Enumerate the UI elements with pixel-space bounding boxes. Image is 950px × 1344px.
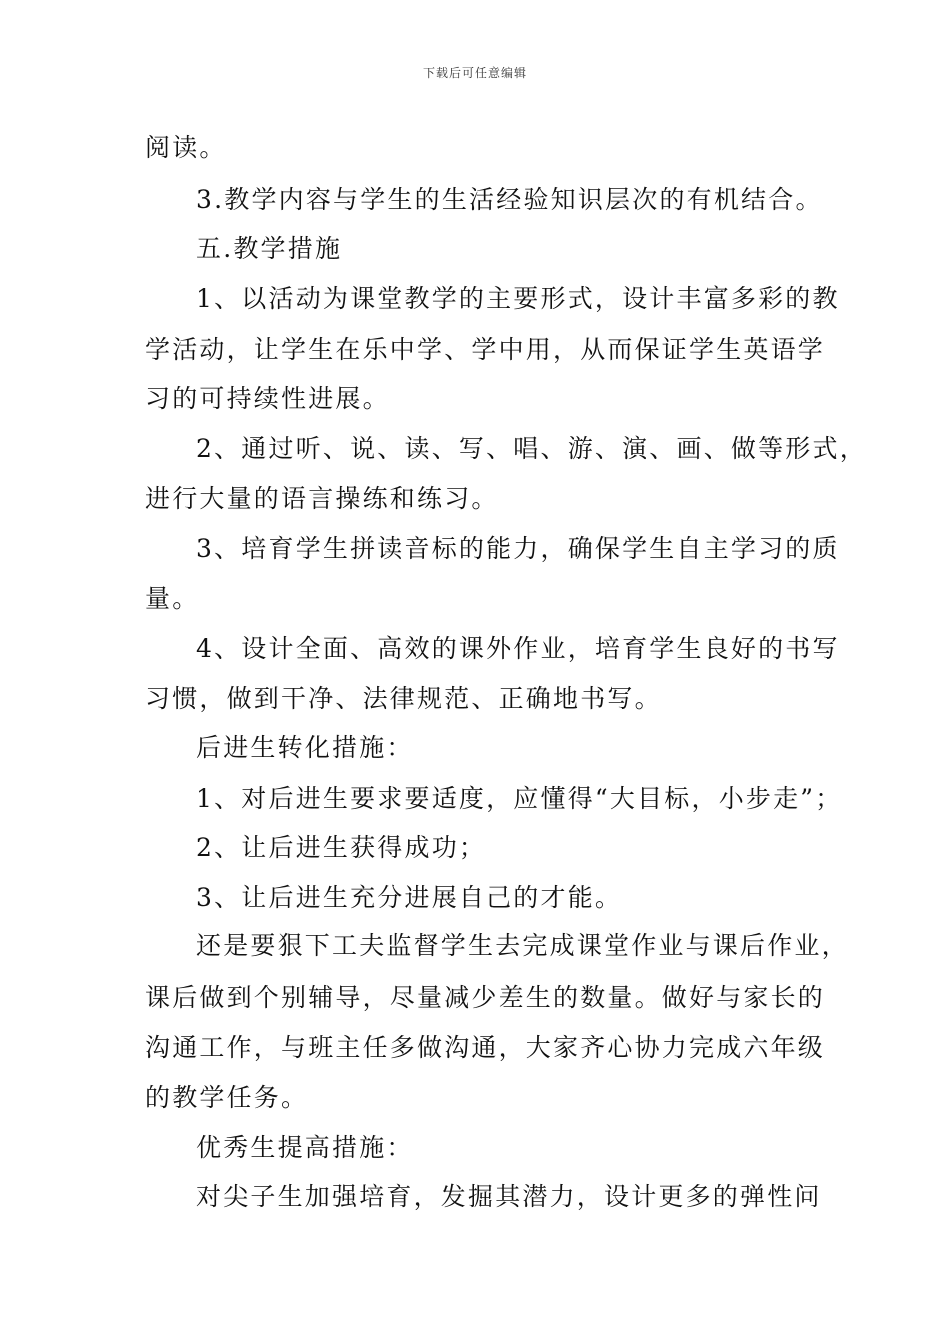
text-line: 还是要狠下工夫监督学生去完成课堂作业与课后作业，: [196, 931, 849, 960]
text-line: 习惯，做到干净、法律规范、正确地书写。: [145, 684, 662, 713]
section-heading: 后进生转化措施：: [196, 733, 414, 762]
text-line: 课后做到个别辅导，尽量减少差生的数量。做好与家长的: [145, 983, 826, 1012]
text-line: 习的可持续性进展。: [145, 384, 390, 413]
text-line: 3.教学内容与学生的生活经验知识层次的有机结合。: [196, 185, 823, 214]
text-line: 对尖子生加强培育，发掘其潜力，设计更多的弹性问: [196, 1182, 822, 1211]
text-line: 进行大量的语言操练和练习。: [145, 484, 499, 513]
text-line: 2、通过听、说、读、写、唱、游、演、画、做等形式，: [196, 434, 867, 463]
text-line: 量。: [145, 584, 200, 613]
text-line: 学活动，让学生在乐中学、学中用，从而保证学生英语学: [145, 335, 826, 364]
text-line: 3、培育学生拼读音标的能力，确保学生自主学习的质: [196, 534, 840, 563]
text-line: 的教学任务。: [145, 1083, 309, 1112]
page-header: 下载后可任意编辑: [422, 66, 527, 80]
text-line: 阅读。: [145, 133, 227, 162]
text-line: 2、让后进生获得成功；: [196, 833, 487, 862]
section-heading: 五.教学措施: [196, 234, 343, 263]
section-heading: 优秀生提高措施：: [196, 1133, 414, 1162]
text-line: 3、让后进生充分进展自己的才能。: [196, 883, 623, 912]
text-line: 1、对后进生要求要适度，应懂得“大目标，小步走”；: [196, 784, 843, 813]
text-line: 1、以活动为课堂教学的主要形式，设计丰富多彩的教: [196, 284, 840, 313]
text-line: 沟通工作，与班主任多做沟通，大家齐心协力完成六年级: [145, 1033, 826, 1062]
text-line: 4、设计全面、高效的课外作业，培育学生良好的书写: [196, 634, 840, 663]
